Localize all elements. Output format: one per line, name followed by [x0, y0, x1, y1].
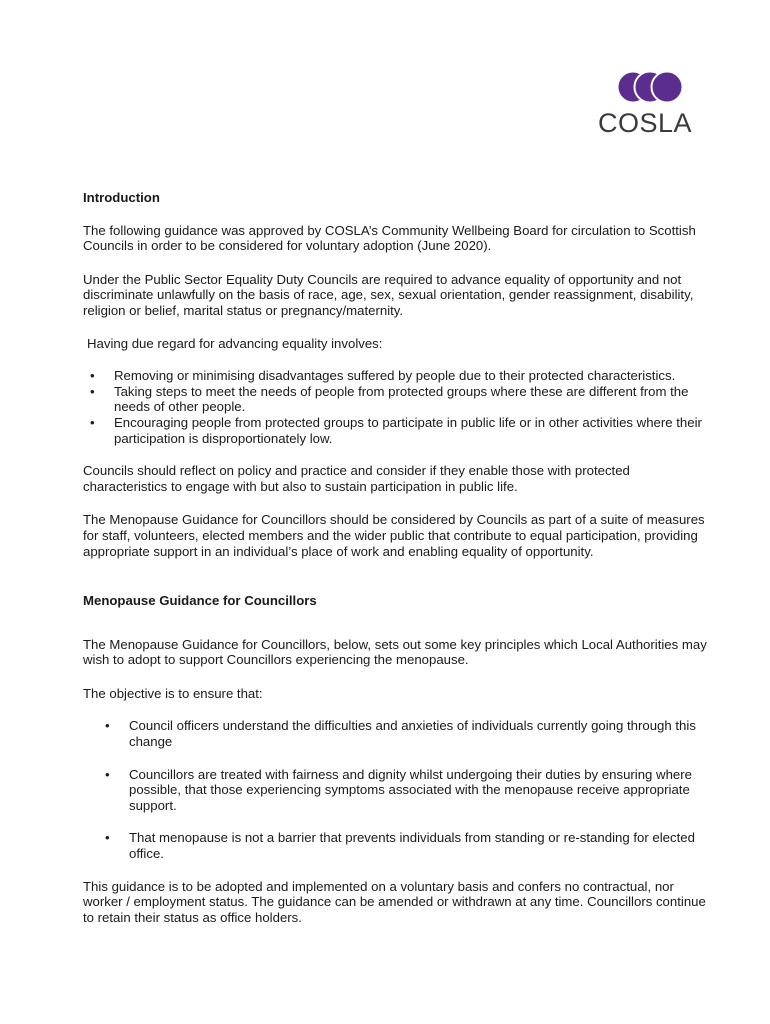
intro-paragraph-1: The following guidance was approved by COSLA’s Community Wellbeing Board for circulation to Scottish Councils in order to be considered for voluntary adoption (June 2020). [83, 222, 696, 254]
guidance-heading: Menopause Guidance for Councillors [83, 593, 317, 609]
list-item: • Removing or minimising disadvantages suffered by people due to their protected characteristics. [83, 368, 709, 384]
guidance-paragraph-1: The Menopause Guidance for Councillors, below, sets out some key principles which Local Authorities may wish to adopt to support Councillors experiencing the menopause. [83, 636, 707, 668]
guidance-bullet-list [83, 718, 709, 861]
intro-bullet-list [83, 368, 709, 446]
list-item: • That menopause is not a barrier that prevents individuals from standing or re-standing for elected office. [83, 830, 709, 861]
intro-paragraph-4: Councils should reflect on policy and practice and consider if they enable those with protected characteristics to engage with but also to sustain participation in public life. [83, 463, 630, 494]
logo-wordmark: COSLA [598, 108, 693, 138]
guidance-paragraph-3: This guidance is to be adopted and implemented on a voluntary basis and confers no contractual, nor worker / employment status. The guidance can be amended or withdrawn at any time. Councillors continue to retain their status as office holders. [83, 878, 706, 925]
guidance-paragraph-2: The objective is to ensure that: [83, 685, 263, 701]
list-item: • Councillors are treated with fairness and dignity whilst undergoing their duties by ensuring where possible, that those experiencing symptoms associated with the menopause receive appropriate support. [83, 767, 709, 814]
cosla-logo [598, 68, 708, 140]
intro-paragraph-3: Having due regard for advancing equality involves: [87, 335, 383, 351]
intro-paragraph-2: Under the Public Sector Equality Duty Councils are required to advance equality of opportunity and not discriminate unlawfully on the basis of race, age, sex, sexual orientation, gender reassignment, disability, religion or belief, marital status or pregnancy/maternity. [83, 271, 694, 318]
list-item: • Taking steps to meet the needs of people from protected groups where these are different from the needs of other people. [83, 384, 709, 415]
cosla-circles-icon [598, 68, 708, 108]
intro-heading: Introduction [83, 190, 160, 205]
document-body [83, 190, 709, 925]
list-item: • Council officers understand the difficulties and anxieties of individuals currently going through this change [83, 718, 709, 749]
intro-paragraph-5: The Menopause Guidance for Councillors should be considered by Councils as part of a suite of measures for staff, volunteers, elected members and the wider public that contribute to equal participation, providing appropriate support in an individual’s place of work and enabling equality of opportunity. [83, 512, 705, 559]
list-item: • Encouraging people from protected groups to participate in public life or in other activities where their participation is disproportionately low. [83, 415, 709, 446]
